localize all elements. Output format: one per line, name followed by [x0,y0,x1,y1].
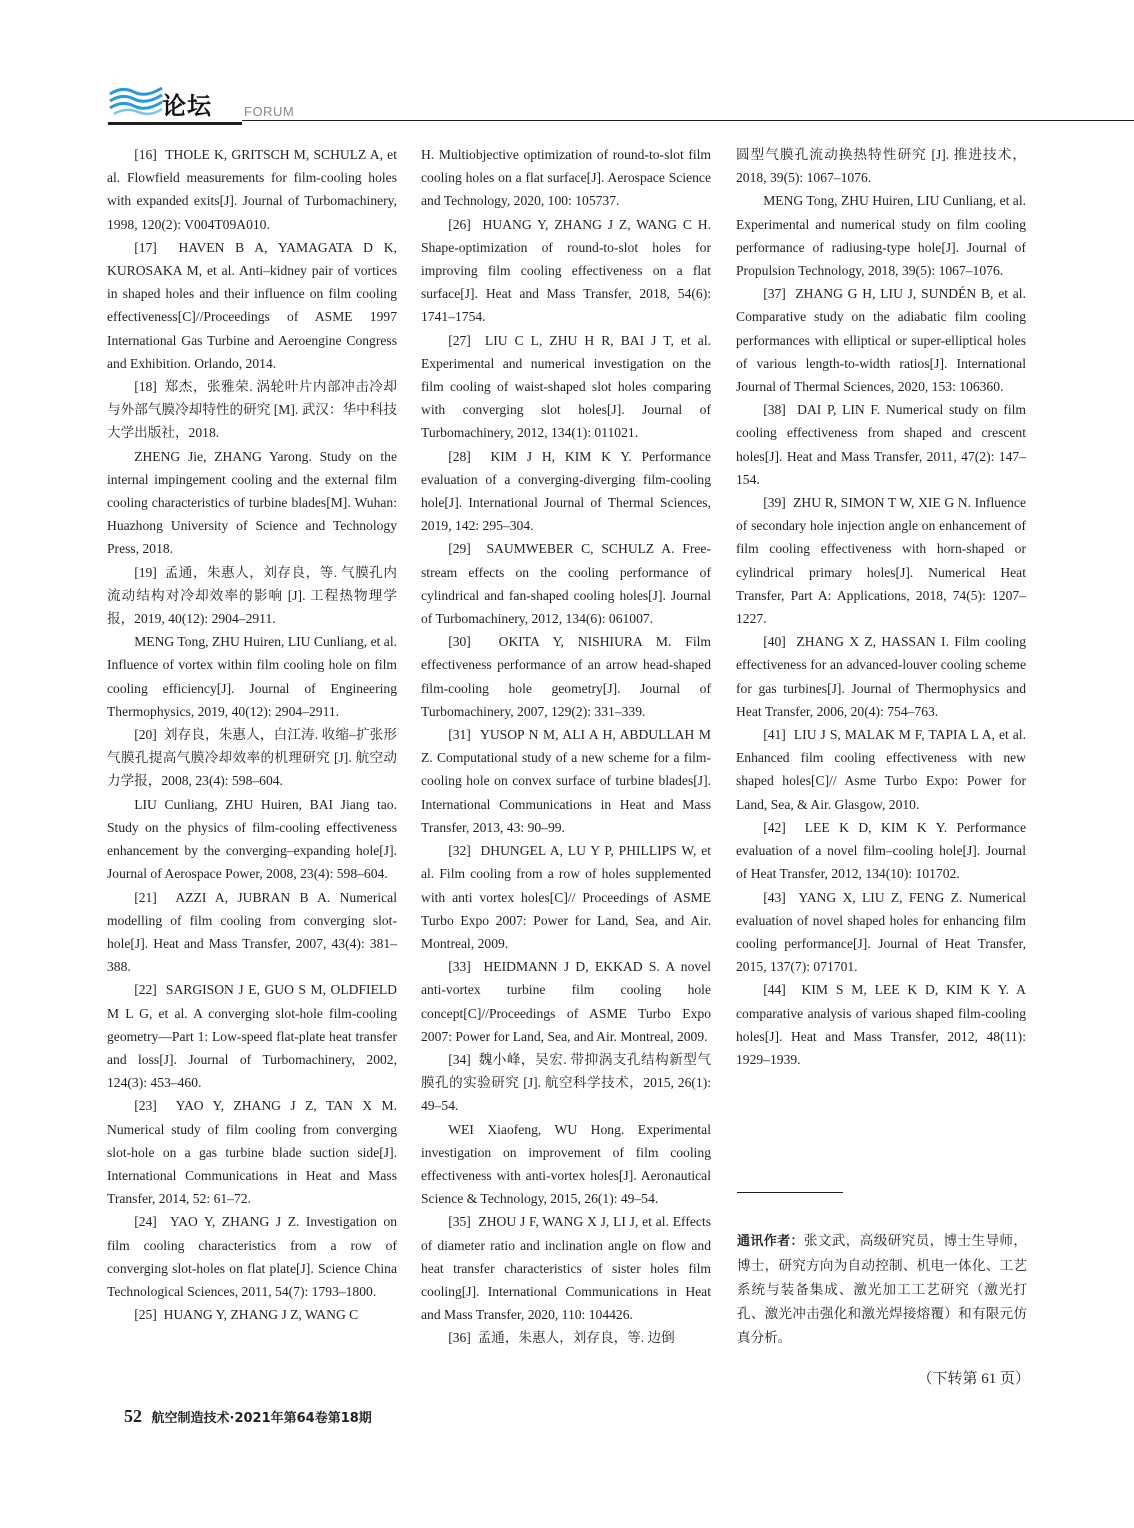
corresponding-author-text: 张文武，高级研究员，博士生导师，博士，研究方向为自动控制、机电一体化、工艺系统与装备集成、激光加工工艺研究（激光打孔、激光冲击强化和激光焊接熔覆）和有限元仿真分析。 [737,1233,1027,1345]
section-subtitle: FORUM [244,104,295,119]
journal-name: 航空制造技术·2021年第64卷第18期 [151,1411,372,1426]
reference-entry: 圆型气膜孔流动换热特性研究 [J]. 推进技术，2018, 39(5): 1067–1076. [736,147,1026,186]
reference-column-1 [107,143,397,1326]
reference-entry: [40] ZHANG X Z, HASSAN I. Film cooling effectiveness for an advanced-louver cooling scheme for gas turbines[J]. Journal of Thermophysics and Heat Transfer, 2006, 20(4): 754–763. [736,634,1026,719]
reference-entry: [18] 郑杰，张雅荣. 涡轮叶片内部冲击冷却与外部气膜冷却特性的研究 [M]. 武汉：华中科技大学出版社，2018. [107,379,397,441]
page-header [108,82,1134,126]
reference-entry: [44] KIM S M, LEE K D, KIM K Y. A comparative analysis of various shaped film-cooling holes[J]. Heat and Mass Transfer, 2012, 48(11): 1929–1939. [736,982,1026,1067]
reference-entry: LIU Cunliang, ZHU Huiren, BAI Jiang tao. Study on the physics of film-cooling effectiveness enhancement by the converging–expanding hole[J]. Journal of Aerospace Power, 2008, 23(4): 598–604. [107,796,397,882]
reference-entry: [28] KIM J H, KIM K Y. Performance evaluation of a converging-diverging film-cooling hole[J]. International Journal of Thermal Sciences, 2019, 142: 295–304. [421,448,711,534]
reference-entry: [29] SAUMWEBER C, SCHULZ A. Free-stream effects on the cooling performance of cylindrical and fan-shaped cooling holes[J]. Journal of Turbomachinery, 2012, 134(6): 061007. [421,541,711,627]
reference-entry: [33] HEIDMANN J D, EKKAD S. A novel anti-vortex turbine film cooling hole concept[C]//Proceedings of ASME Turbo Expo 2007: Power for Land, Sea, and Air. Montreal, 2009. [421,959,711,1044]
reference-entry: [24] YAO Y, ZHANG J Z. Investigation on film cooling characteristics from a row of converging slot-holes on flat plate[J]. Science China Technological Sciences, 2011, 54(7): 1793–1800. [107,1214,397,1299]
reference-entry: [27] LIU C L, ZHU H R, BAI J T, et al. Experimental and numerical investigation on the film cooling of waist-shaped slot holes comparing with converging slot holes[J]. Journal of Turbomachinery, 2012, 134(1): 011021. [421,332,711,441]
header-rule-thin [242,120,1134,121]
reference-entry: [34] 魏小峰，吴宏. 带抑涡支孔结构新型气膜孔的实验研究 [J]. 航空科学技术，2015, 26(1): 49–54. [421,1051,711,1114]
corresponding-author-note [737,1229,1027,1350]
reference-entry: [39] ZHU R, SIMON T W, XIE G N. Influence of secondary hole injection angle on enhancement of film cooling effectiveness with horn-shaped or cylindrical primary holes[J]. Numerical Heat Transfer, Part A: Applications, 2018, 74(5): 1207–1227. [736,495,1026,627]
reference-entry: H. Multiobjective optimization of round-to-slot film cooling holes on a flat surface[J]. Aerospace Science and Technology, 2020, 100: 105737. [421,147,711,209]
reference-column-3 [736,143,1026,1071]
reference-entry: [19] 孟通，朱惠人，刘存良，等. 气膜孔内流动结构对冷却效率的影响 [J]. 工程热物理学报，2019, 40(12): 2904–2911. [107,564,397,627]
footnote-divider [737,1192,843,1193]
reference-entry: [43] YANG X, LIU Z, FENG Z. Numerical evaluation of novel shaped holes for enhancing film cooling performance[J]. Journal of Heat Transfer, 2015, 137(7): 071701. [736,889,1026,975]
reference-entry: [26] HUANG Y, ZHANG J Z, WANG C H. Shape-optimization of round-to-slot holes for improving film cooling effectiveness on a flat surface[J]. Heat and Mass Transfer, 2018, 54(6): 1741–1754. [421,216,711,325]
reference-entry: [17] HAVEN B A, YAMAGATA D K, KUROSAKA M, et al. Anti–kidney pair of vortices in shaped holes and their influence on film cooling effectiveness[C]//Proceedings of ASME 1997 International Gas Turbine and Aeroengine Congress and Exhibition. Orlando, 2014. [107,239,397,371]
reference-entry: MENG Tong, ZHU Huiren, LIU Cunliang, et al. Experimental and numerical study on film cooling performance of radiusing-type hole[J]. Journal of Propulsion Technology, 2018, 39(5): 1067–1076. [736,193,1026,279]
reference-entry: [21] AZZI A, JUBRAN B A. Numerical modelling of film cooling from converging slot-hole[J]. Heat and Mass Transfer, 2007, 43(4): 381–388. [107,889,397,975]
reference-entry: MENG Tong, ZHU Huiren, LIU Cunliang, et al. Influence of vortex within film cooling hole on film cooling efficiency[J]. Journal of Engineering Thermophysics, 2019, 40(12): 2904–2911. [107,634,397,719]
reference-entry: [20] 刘存良，朱惠人，白江涛. 收缩–扩张形气膜孔提高气膜冷却效率的机理研究 [J]. 航空动力学报，2008, 23(4): 598–604. [107,727,397,789]
continued-note: （下转第 61 页） [917,1371,1030,1387]
reference-entry: [36] 孟通，朱惠人，刘存良，等. 边倒 [448,1330,675,1346]
reference-entry: [38] DAI P, LIN F. Numerical study on film cooling effectiveness from shaped and crescent holes[J]. Heat and Mass Transfer, 2011, 47(2): 147–154. [736,402,1026,487]
corresponding-author-label: 通讯作者： [737,1234,804,1249]
section-title: 论坛 [162,92,212,120]
reference-entry: [30] OKITA Y, NISHIURA M. Film effectiveness performance of an arrow head-shaped film-cooling hole geometry[J]. Journal of Turbomachinery, 2007, 129(2): 331–339. [421,634,711,719]
reference-entry: [16] THOLE K, GRITSCH M, SCHULZ A, et al. Flowfield measurements for film-cooling holes with expanded exits[J]. Journal of Turbomachinery, 1998, 120(2): V004T09A010. [107,147,397,232]
reference-entry: [42] LEE K D, KIM K Y. Performance evaluation of a novel film–cooling hole[J]. Journal of Heat Transfer, 2012, 134(10): 101702. [736,819,1026,882]
header-rule-thick [108,122,242,125]
reference-entry: [32] DHUNGEL A, LU Y P, PHILLIPS W, et al. Film cooling from a row of holes supplemented with anti vortex holes[C]// Proceedings of ASME Turbo Expo 2007: Power for Land, Sea, and Air. Montreal, 2009. [421,843,711,951]
reference-entry: [22] SARGISON J E, GUO S M, OLDFIELD M L G, et al. A converging slot-hole film-cooling geometry—Part 1: Low-speed flat-plate heat transfer and loss[J]. Journal of Turbomachinery, 2002, 124(3): 453–460. [107,982,397,1091]
reference-entry: [37] ZHANG G H, LIU J, SUNDÉN B, et al. Comparative study on the adiabatic film cooling performances with elliptical or super-elliptical holes of various length-to-width ratios[J]. International Journal of Thermal Sciences, 2020, 153: 106360. [736,286,1026,395]
reference-entry: ZHENG Jie, ZHANG Yarong. Study on the internal impingement cooling and the external film cooling characteristics of turbine blades[M]. Wuhan: Huazhong University of Science and Technology Press, 2018. [107,448,397,557]
reference-entry: WEI Xiaofeng, WU Hong. Experimental investigation on improvement of film cooling effectiveness with anti-vortex holes[J]. Aeronautical Science & Technology, 2015, 26(1): 49–54. [421,1121,711,1207]
page-footer [124,1406,372,1427]
reference-entry: [31] YUSOP N M, ALI A H, ABDULLAH M Z. Computational study of a new scheme for a film-cooling hole on convex surface of turbine blades[J]. International Communications in Heat and Mass Transfer, 2013, 43: 90–99. [421,727,711,835]
reference-entry: [35] ZHOU J F, WANG X J, LI J, et al. Effects of diameter ratio and inclination angle on flow and heat transfer characteristics of sister holes film cooling[J]. International Communications in Heat and Mass Transfer, 2020, 110: 104426. [421,1214,711,1323]
reference-entry: [23] YAO Y, ZHANG J Z, TAN X M. Numerical study of film cooling from converging slot-hole on a gas turbine blade suction side[J]. International Communications in Heat and Mass Transfer, 2014, 52: 61–72. [107,1098,397,1207]
wave-logo-icon [108,82,164,116]
reference-entry: [41] LIU J S, MALAK M F, TAPIA L A, et al. Enhanced film cooling effectiveness with new shaped holes[C]// Asme Turbo Expo: Power for Land, Sea, & Air. Glasgow, 2010. [736,727,1026,812]
page-number: 52 [124,1406,142,1426]
reference-entry: [25] HUANG Y, ZHANG J Z, WANG C [134,1307,359,1323]
reference-column-2 [421,143,711,1350]
